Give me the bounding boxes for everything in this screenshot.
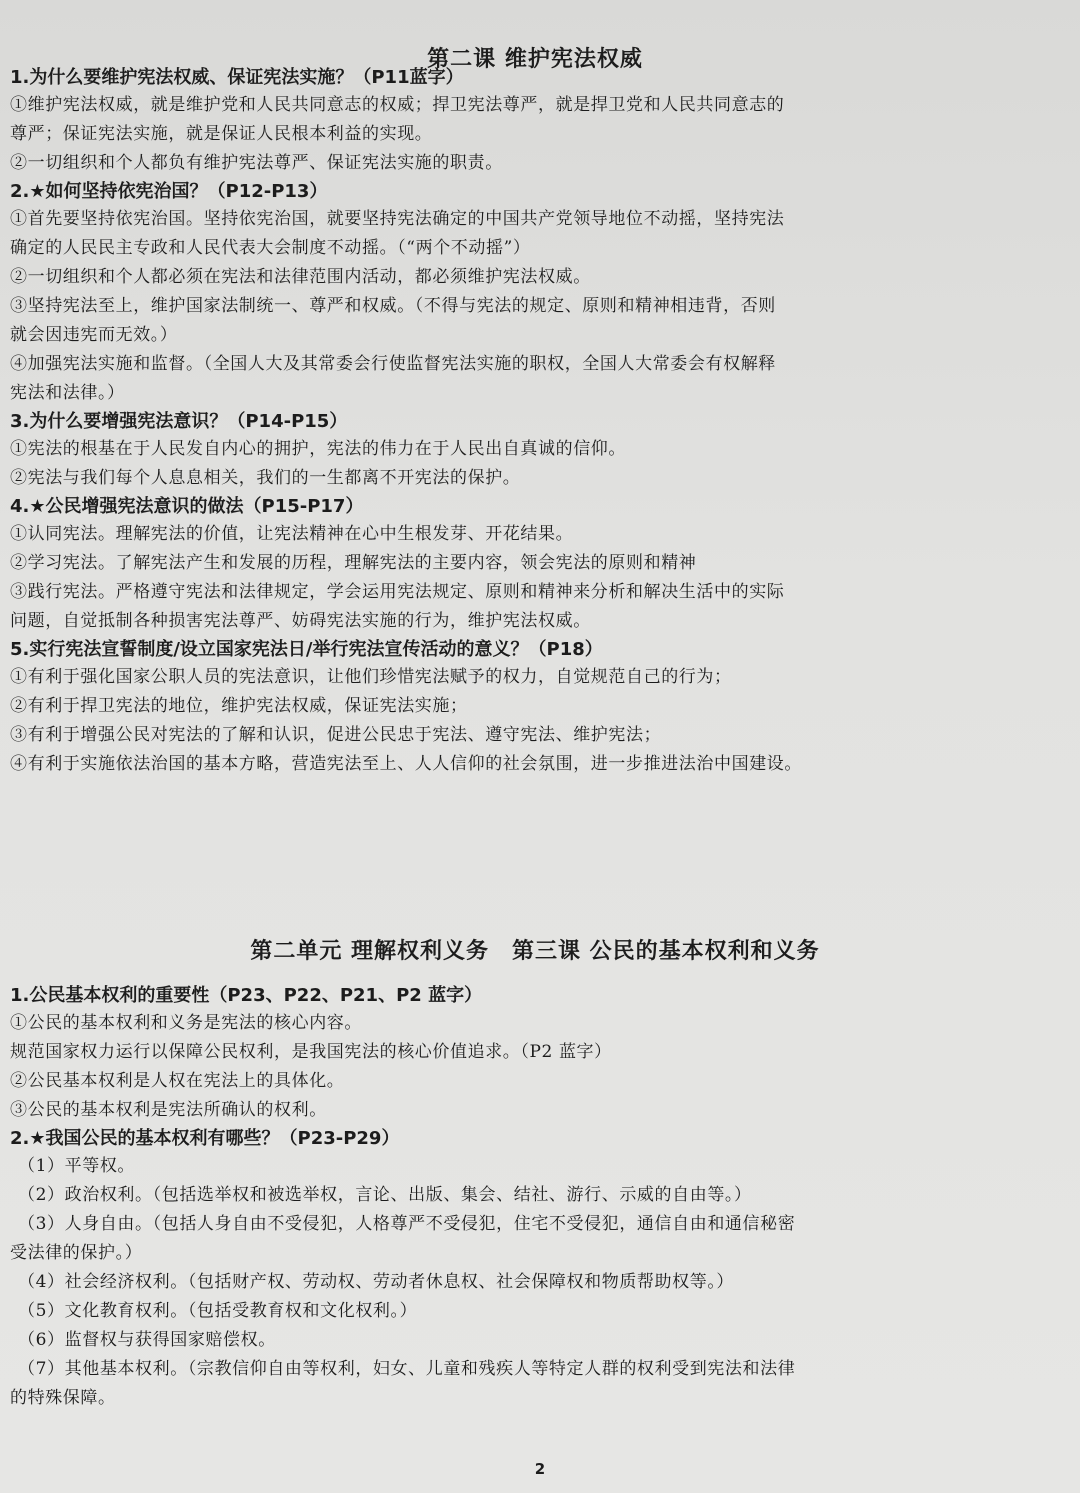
question-3: 3.为什么要增强宪法意识？（P14-P15） <box>10 411 348 432</box>
answer-line: 宪法和法律。） <box>10 383 125 403</box>
question-5: 5.实行宪法宣誓制度/设立国家宪法日/举行宪法宣传活动的意义？（P18） <box>10 639 603 660</box>
question-2: 2.★如何坚持依宪治国？（P12-P13） <box>10 181 328 202</box>
answer-line: ①宪法的根基在于人民发自内心的拥护，宪法的伟力在于人民出自真诚的信仰。 <box>10 439 626 459</box>
answer-line: ①公民的基本权利和义务是宪法的核心内容。 <box>10 1013 362 1033</box>
rights-item-cont: 受法律的保护。） <box>10 1243 143 1263</box>
lesson2-title: 第二课 维护宪法权威 <box>427 47 643 72</box>
answer-line: 确定的人民民主专政和人民代表大会制度不动摇。（“两个不动摇”） <box>10 238 531 258</box>
rights-item: （7）其他基本权利。（宗教信仰自由等权利，妇女、儿童和残疾人等特定人群的权利受到宪法和法律 <box>18 1359 796 1379</box>
page-number: 2 <box>534 1460 546 1478</box>
answer-line: ②一切组织和个人都必须在宪法和法律范围内活动，都必须维护宪法权威。 <box>10 267 591 287</box>
unit2-body <box>10 982 1060 1413</box>
answer-line: ①首先要坚持依宪治国。坚持依宪治国，就要坚持宪法确定的中国共产党领导地位不动摇，坚持宪法 <box>10 209 785 229</box>
rights-item: （1）平等权。 <box>18 1156 136 1176</box>
answer-line: ③有利于增强公民对宪法的了解和认识，促进公民忠于宪法、遵守宪法、维护宪法； <box>10 725 662 745</box>
answer-line: 问题，自觉抵制各种损害宪法尊严、妨碍宪法实施的行为，维护宪法权威。 <box>10 611 591 631</box>
answer-line: ③坚持宪法至上，维护国家法制统一、尊严和权威。（不得与宪法的规定、原则和精神相违背，否则 <box>10 296 776 316</box>
answer-line: 尊严；保证宪法实施，就是保证人民根本利益的实现。 <box>10 124 433 144</box>
rights-item-cont: 的特殊保障。 <box>10 1388 116 1408</box>
answer-line: ②有利于捍卫宪法的地位，维护宪法权威，保证宪法实施； <box>10 696 468 716</box>
answer-line: ①有利于强化国家公职人员的宪法意识，让他们珍惜宪法赋予的权力，自觉规范自己的行为； <box>10 667 732 687</box>
rights-item: （2）政治权利。（包括选举权和被选举权，言论、出版、集会、结社、游行、示威的自由等。） <box>18 1185 752 1205</box>
question-1: 1.公民基本权利的重要性（P23、P22、P21、P2 蓝字） <box>10 985 483 1006</box>
answer-line: ④有利于实施依法治国的基本方略，营造宪法至上、人人信仰的社会氛围，进一步推进法治中国建设。 <box>10 754 802 774</box>
answer-line: 就会因违宪而无效。） <box>10 325 178 345</box>
rights-item: （5）文化教育权利。（包括受教育权和文化权利。） <box>18 1301 418 1321</box>
question-1: 1.为什么要维护宪法权威、保证宪法实施？（P11蓝字） <box>10 67 464 88</box>
unit2-title: 第二单元 理解权利义务 第三课 公民的基本权利和义务 <box>250 939 820 964</box>
answer-line: ①认同宪法。理解宪法的价值，让宪法精神在心中生根发芽、开花结果。 <box>10 524 574 544</box>
question-4: 4.★公民增强宪法意识的做法（P15-P17） <box>10 496 364 517</box>
answer-line: ②宪法与我们每个人息息相关，我们的一生都离不开宪法的保护。 <box>10 468 521 488</box>
answer-line: 规范国家权力运行以保障公民权利，是我国宪法的核心价值追求。（P2 蓝字） <box>10 1042 612 1062</box>
question-2: 2.★我国公民的基本权利有哪些？（P23-P29） <box>10 1128 400 1149</box>
answer-line: ②一切组织和个人都负有维护宪法尊严、保证宪法实施的职责。 <box>10 153 503 173</box>
answer-line: ②学习宪法。了解宪法产生和发展的历程，理解宪法的主要内容，领会宪法的原则和精神 <box>10 553 697 573</box>
lesson2-body <box>10 64 1060 779</box>
rights-item: （3）人身自由。（包括人身自由不受侵犯，人格尊严不受侵犯，住宅不受侵犯，通信自由和通信秘密 <box>18 1214 796 1234</box>
answer-line: ①维护宪法权威，就是维护党和人民共同意志的权威；捍卫宪法尊严，就是捍卫党和人民共同意志的 <box>10 95 785 115</box>
unit2-section <box>10 934 1060 965</box>
answer-line: ③践行宪法。严格遵守宪法和法律规定，学会运用宪法规定、原则和精神来分析和解决生活中的实际 <box>10 582 785 602</box>
rights-item: （4）社会经济权利。（包括财产权、劳动权、劳动者休息权、社会保障权和物质帮助权等。） <box>18 1272 735 1292</box>
rights-item: （6）监督权与获得国家赔偿权。 <box>18 1330 276 1350</box>
answer-line: ②公民基本权利是人权在宪法上的具体化。 <box>10 1071 345 1091</box>
answer-line: ④加强宪法实施和监督。（全国人大及其常委会行使监督宪法实施的职权，全国人大常委会有权解释 <box>10 354 776 374</box>
answer-line: ③公民的基本权利是宪法所确认的权利。 <box>10 1100 327 1120</box>
